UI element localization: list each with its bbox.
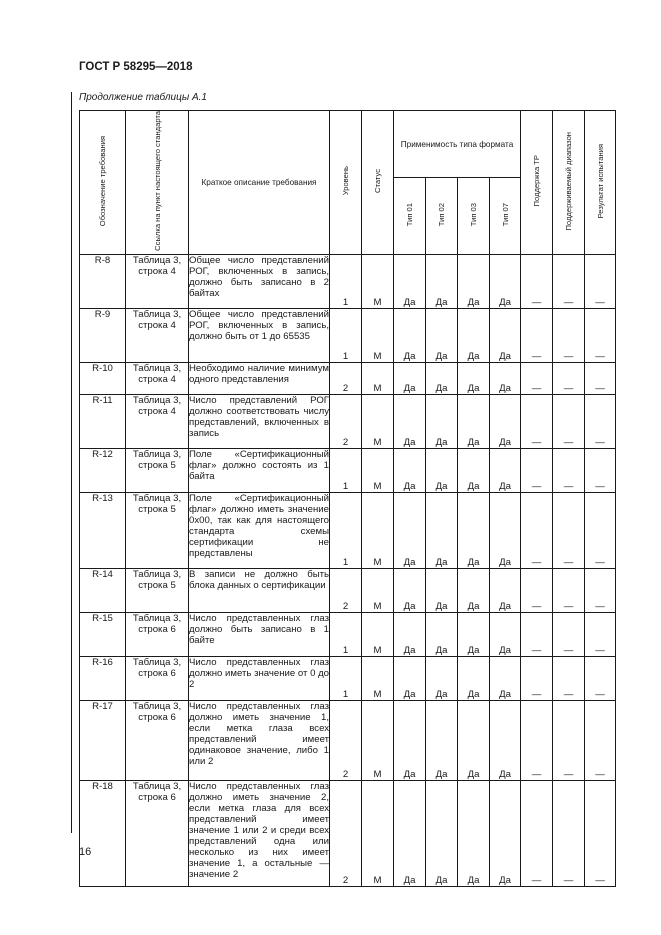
requirement-reference	[126, 254, 189, 308]
applicability-type-07: Да	[490, 362, 521, 394]
applicability-type-03: Да	[458, 448, 490, 492]
tr-support-value: —	[521, 394, 553, 448]
reference-row: строка 4	[138, 265, 176, 277]
requirement-description: Число представленных глаз должно иметь значение 2, если метка глаза для всех представлений имеет значение 1 или 2 и среди всех представлений одна или несколько из них имеет значение 1, а остальные — значение 2	[189, 780, 330, 886]
applicability-type-02: Да	[426, 656, 458, 700]
reference-table: Таблица 3,	[132, 448, 182, 460]
table-row	[80, 780, 616, 886]
tr-support-value: —	[521, 448, 553, 492]
requirement-code: R-10	[80, 362, 126, 394]
reference-table: Таблица 3,	[132, 492, 182, 504]
requirement-status: M	[362, 492, 394, 568]
requirement-level: 2	[330, 568, 362, 612]
reference-row: строка 4	[138, 373, 176, 385]
tr-support-value: —	[521, 700, 553, 780]
reference-table: Таблица 3,	[132, 568, 182, 580]
applicability-type-03: Да	[458, 492, 490, 568]
applicability-type-02: Да	[426, 612, 458, 656]
applicability-type-07: Да	[490, 780, 521, 886]
document-title: ГОСТ Р 58295—2018	[79, 61, 193, 73]
supported-range-value: —	[553, 254, 585, 308]
test-result-value: —	[585, 612, 616, 656]
requirement-description: Общее число представлений РОГ, включенных в запись, должно быть записано в 2 байтах	[189, 254, 330, 308]
header-status: Статус	[362, 111, 394, 255]
applicability-type-03: Да	[458, 612, 490, 656]
applicability-type-07: Да	[490, 448, 521, 492]
reference-table: Таблица 3,	[132, 780, 182, 792]
requirement-level: 1	[330, 492, 362, 568]
test-result-value: —	[585, 308, 616, 362]
header-applicability: Применимость типа формата	[394, 111, 521, 178]
applicability-type-01: Да	[394, 492, 426, 568]
table-row	[80, 656, 616, 700]
applicability-type-01: Да	[394, 308, 426, 362]
header-type-01: Тип 01	[394, 178, 426, 255]
header-type-07: Тип 07	[490, 178, 521, 255]
table-row	[80, 394, 616, 448]
requirement-code: R-11	[80, 394, 126, 448]
applicability-type-01: Да	[394, 254, 426, 308]
applicability-type-03: Да	[458, 700, 490, 780]
reference-row: строка 5	[138, 579, 176, 591]
applicability-type-03: Да	[458, 568, 490, 612]
tr-support-value: —	[521, 308, 553, 362]
requirement-description: Поле «Сертификационный флаг» должно иметь значение 0x00, так как для настоящего стандарта схемы сертификации не представлены	[189, 492, 330, 568]
requirement-description: Необходимо наличие минимум одного представления	[189, 362, 330, 394]
requirement-level: 1	[330, 254, 362, 308]
applicability-type-07: Да	[490, 612, 521, 656]
applicability-type-02: Да	[426, 492, 458, 568]
header-reference: Ссылка на пункт настоящего стандарта	[126, 111, 189, 255]
applicability-type-07: Да	[490, 656, 521, 700]
reference-table: Таблица 3,	[132, 394, 182, 406]
page-number: 16	[79, 846, 92, 858]
requirement-description: В записи не должно быть блока данных о сертификации	[189, 568, 330, 612]
table-continuation-caption: Продолжение таблицы А.1	[79, 92, 207, 103]
requirement-status: M	[362, 308, 394, 362]
requirements-table	[79, 110, 616, 887]
requirement-code: R-14	[80, 568, 126, 612]
reference-table: Таблица 3,	[132, 656, 182, 668]
supported-range-value: —	[553, 612, 585, 656]
test-result-value: —	[585, 492, 616, 568]
reference-row: строка 6	[138, 791, 176, 803]
applicability-type-03: Да	[458, 308, 490, 362]
requirement-status: M	[362, 362, 394, 394]
header-tr-support: Поддержка ТР	[521, 111, 553, 255]
tr-support-value: —	[521, 254, 553, 308]
requirement-level: 2	[330, 362, 362, 394]
applicability-type-07: Да	[490, 700, 521, 780]
supported-range-value: —	[553, 394, 585, 448]
reference-row: строка 5	[138, 503, 176, 515]
test-result-value: —	[585, 780, 616, 886]
applicability-type-02: Да	[426, 700, 458, 780]
table-row	[80, 492, 616, 568]
reference-table: Таблица 3,	[132, 700, 182, 712]
requirement-reference	[126, 448, 189, 492]
test-result-value: —	[585, 394, 616, 448]
requirement-reference	[126, 700, 189, 780]
applicability-type-07: Да	[490, 254, 521, 308]
test-result-value: —	[585, 568, 616, 612]
requirement-code: R-16	[80, 656, 126, 700]
requirement-status: M	[362, 394, 394, 448]
requirement-status: M	[362, 254, 394, 308]
table-row	[80, 568, 616, 612]
applicability-type-03: Да	[458, 362, 490, 394]
requirement-level: 1	[330, 308, 362, 362]
applicability-type-03: Да	[458, 254, 490, 308]
tr-support-value: —	[521, 362, 553, 394]
requirement-status: M	[362, 448, 394, 492]
requirement-reference	[126, 656, 189, 700]
requirement-status: M	[362, 568, 394, 612]
applicability-type-03: Да	[458, 780, 490, 886]
requirement-description: Общее число представлений РОГ, включенных в запись, должно быть от 1 до 65535	[189, 308, 330, 362]
requirement-code: R-18	[80, 780, 126, 886]
applicability-type-01: Да	[394, 448, 426, 492]
applicability-type-02: Да	[426, 568, 458, 612]
supported-range-value: —	[553, 700, 585, 780]
supported-range-value: —	[553, 308, 585, 362]
applicability-type-07: Да	[490, 308, 521, 362]
reference-table: Таблица 3,	[132, 254, 182, 266]
tr-support-value: —	[521, 492, 553, 568]
supported-range-value: —	[553, 568, 585, 612]
requirement-reference	[126, 568, 189, 612]
requirement-reference	[126, 394, 189, 448]
supported-range-value: —	[553, 780, 585, 886]
applicability-type-02: Да	[426, 780, 458, 886]
supported-range-value: —	[553, 656, 585, 700]
reference-row: строка 5	[138, 459, 176, 471]
table-row	[80, 308, 616, 362]
table-row	[80, 254, 616, 308]
margin-rule	[71, 92, 72, 833]
test-result-value: —	[585, 656, 616, 700]
requirement-code: R-9	[80, 308, 126, 362]
requirement-status: M	[362, 780, 394, 886]
requirement-reference	[126, 308, 189, 362]
requirement-level: 2	[330, 780, 362, 886]
applicability-type-01: Да	[394, 362, 426, 394]
applicability-type-02: Да	[426, 394, 458, 448]
header-description: Краткое описание требования	[189, 111, 330, 255]
reference-row: строка 4	[138, 405, 176, 417]
requirement-level: 1	[330, 612, 362, 656]
supported-range-value: —	[553, 362, 585, 394]
test-result-value: —	[585, 700, 616, 780]
requirement-level: 1	[330, 448, 362, 492]
tr-support-value: —	[521, 656, 553, 700]
requirement-code: R-17	[80, 700, 126, 780]
supported-range-value: —	[553, 448, 585, 492]
requirement-description: Число представленных глаз должно иметь значение 1, если метка глаза всех представлений имеет одинаковое значение, либо 1 или 2	[189, 700, 330, 780]
reference-table: Таблица 3,	[132, 612, 182, 624]
requirement-code: R-13	[80, 492, 126, 568]
applicability-type-01: Да	[394, 568, 426, 612]
applicability-type-07: Да	[490, 492, 521, 568]
header-supported-range: Поддерживаемый диапазон	[553, 111, 585, 255]
reference-row: строка 6	[138, 623, 176, 635]
requirement-description: Число представлений РОГ должно соответствовать числу представлений, включенных в запись	[189, 394, 330, 448]
requirement-description: Число представленных глаз должно иметь значение от 0 до 2	[189, 656, 330, 700]
requirement-description: Поле «Сертификационный флаг» должно состоять из 1 байта	[189, 448, 330, 492]
reference-row: строка 6	[138, 711, 176, 723]
requirement-code: R-12	[80, 448, 126, 492]
table-row	[80, 362, 616, 394]
applicability-type-02: Да	[426, 254, 458, 308]
requirement-description: Число представленных глаз должно быть записано в 1 байте	[189, 612, 330, 656]
applicability-type-01: Да	[394, 656, 426, 700]
requirement-reference	[126, 362, 189, 394]
applicability-type-07: Да	[490, 394, 521, 448]
applicability-type-03: Да	[458, 656, 490, 700]
reference-table: Таблица 3,	[132, 308, 182, 320]
table-row	[80, 700, 616, 780]
applicability-type-02: Да	[426, 308, 458, 362]
header-test-result: Результат испытания	[585, 111, 616, 255]
requirement-status: M	[362, 656, 394, 700]
supported-range-value: —	[553, 492, 585, 568]
applicability-type-07: Да	[490, 568, 521, 612]
applicability-type-03: Да	[458, 394, 490, 448]
header-type-02: Тип 02	[426, 178, 458, 255]
table-row	[80, 612, 616, 656]
applicability-type-01: Да	[394, 780, 426, 886]
requirement-level: 1	[330, 656, 362, 700]
requirement-level: 2	[330, 394, 362, 448]
applicability-type-01: Да	[394, 394, 426, 448]
table-row	[80, 448, 616, 492]
header-designation: Обозначение требования	[80, 111, 126, 255]
header-type-03: Тип 03	[458, 178, 490, 255]
reference-table: Таблица 3,	[132, 362, 182, 374]
tr-support-value: —	[521, 568, 553, 612]
reference-row: строка 4	[138, 319, 176, 331]
applicability-type-01: Да	[394, 700, 426, 780]
requirement-reference	[126, 780, 189, 886]
tr-support-value: —	[521, 780, 553, 886]
requirement-reference	[126, 612, 189, 656]
test-result-value: —	[585, 362, 616, 394]
requirement-reference	[126, 492, 189, 568]
header-level: Уровень	[330, 111, 362, 255]
test-result-value: —	[585, 254, 616, 308]
requirement-level: 2	[330, 700, 362, 780]
requirement-status: M	[362, 612, 394, 656]
applicability-type-02: Да	[426, 448, 458, 492]
test-result-value: —	[585, 448, 616, 492]
applicability-type-01: Да	[394, 612, 426, 656]
tr-support-value: —	[521, 612, 553, 656]
reference-row: строка 6	[138, 667, 176, 679]
applicability-type-02: Да	[426, 362, 458, 394]
requirement-status: M	[362, 700, 394, 780]
requirement-code: R-15	[80, 612, 126, 656]
requirement-code: R-8	[80, 254, 126, 308]
